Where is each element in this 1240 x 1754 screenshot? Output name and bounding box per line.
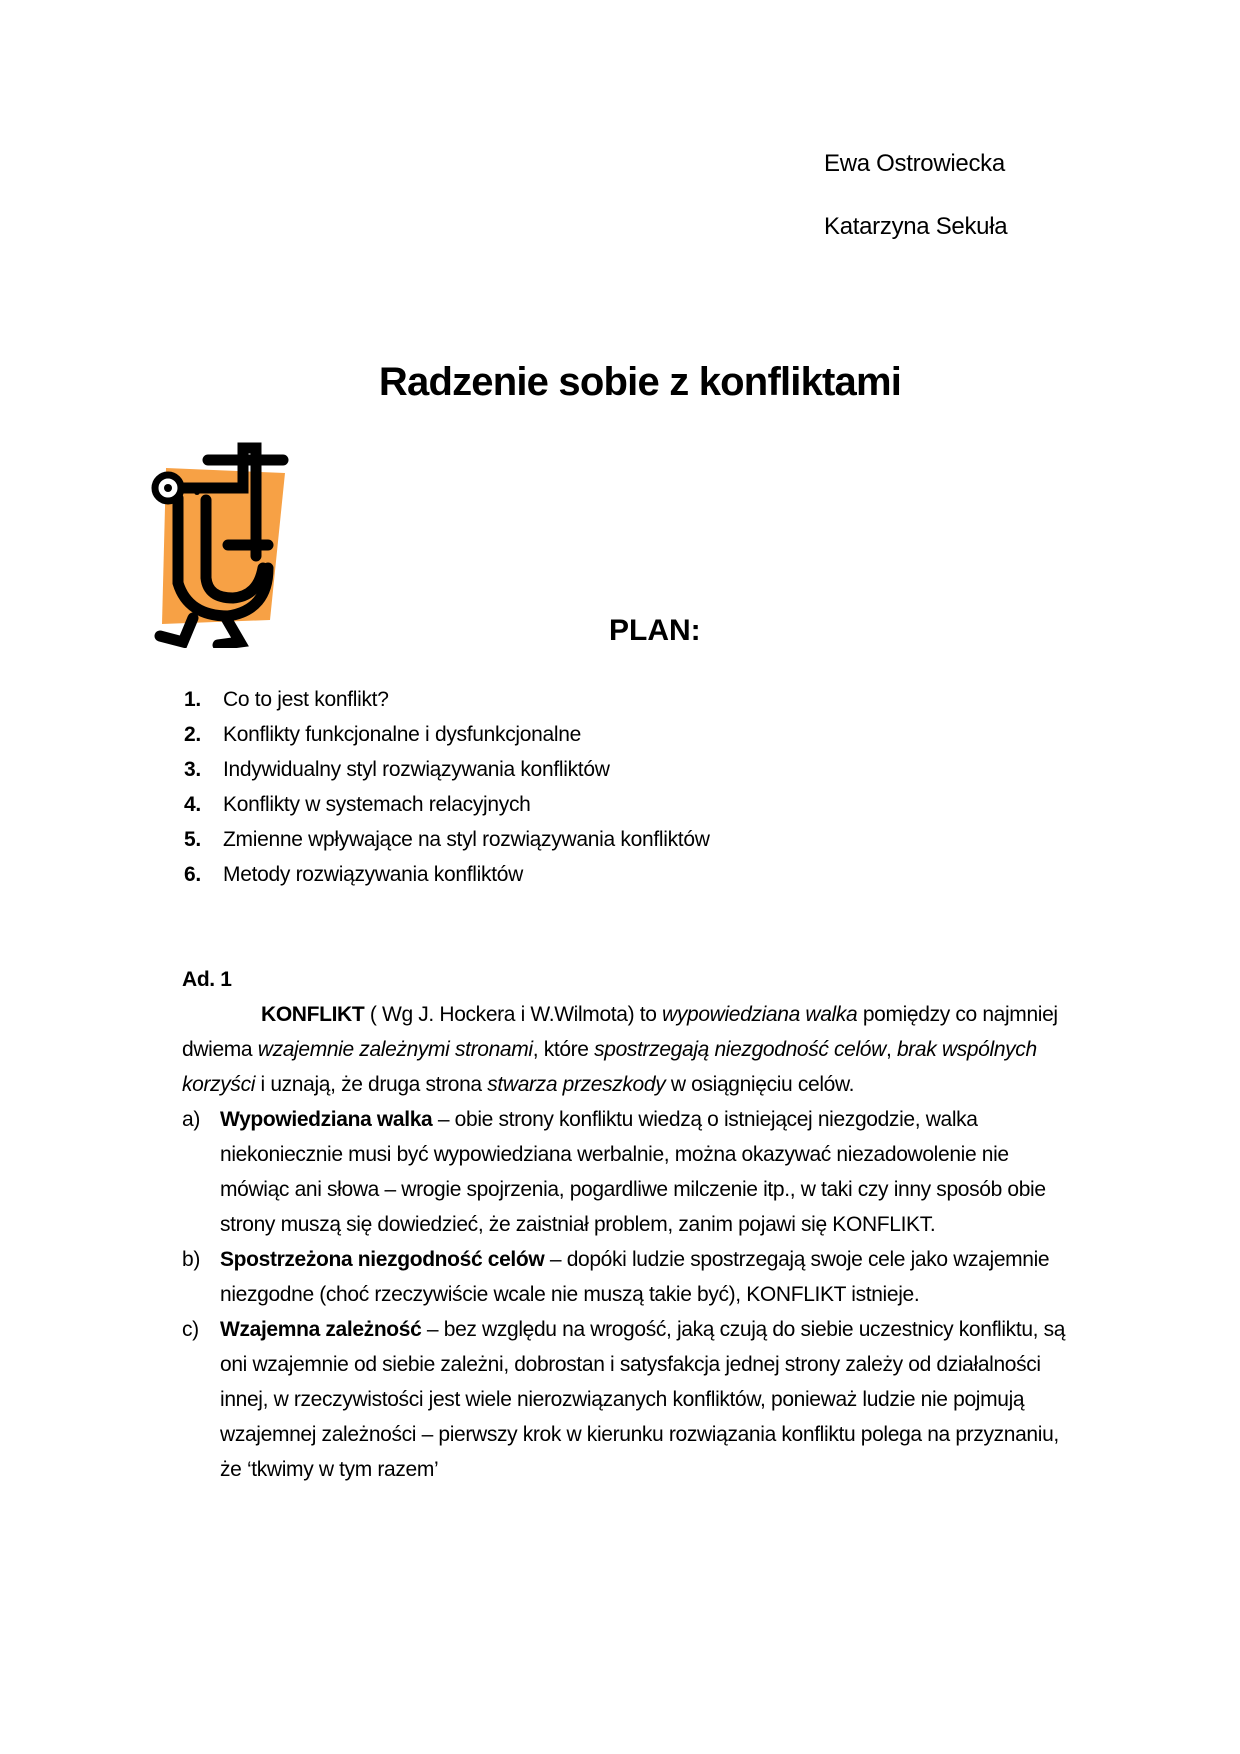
item-label: a) <box>182 1108 200 1131</box>
document-title: Radzenie sobie z konfliktami <box>378 360 902 404</box>
clamp-character-clipart-icon <box>148 438 290 648</box>
definition-paragraph <box>182 997 1082 1102</box>
plan-item-number: 6. <box>184 863 201 886</box>
plan-item-number: 3. <box>184 758 201 781</box>
plan-item-text: Indywidualny styl rozwiązywania konfliktów <box>223 758 610 781</box>
plan-item <box>184 787 710 822</box>
plan-item-text: Konflikty w systemach relacyjnych <box>223 793 531 816</box>
plan-item-text: Co to jest konflikt? <box>223 688 389 711</box>
term: KONFLIKT <box>261 1003 365 1026</box>
plan-item-number: 2. <box>184 723 201 746</box>
emphasis: wzajemnie zależnymi stronami <box>257 1038 533 1061</box>
item-term: Wzajemna zależność <box>220 1318 422 1341</box>
emphasis: brak wspólnych korzyści <box>182 1038 1037 1096</box>
item-label: c) <box>182 1318 199 1341</box>
emphasis: spostrzegają niezgodność celów <box>594 1038 886 1061</box>
plan-item-number: 5. <box>184 828 201 851</box>
item-label: b) <box>182 1248 200 1271</box>
text: ( Wg J. Hockera i W.Wilmota) to <box>364 1003 663 1026</box>
plan-item-text: Metody rozwiązywania konfliktów <box>223 863 523 886</box>
emphasis: wypowiedziana walka <box>662 1003 858 1026</box>
text: pomiędzy co najmniej dwiema <box>182 1003 1058 1061</box>
plan-list <box>184 682 710 892</box>
plan-item <box>184 682 710 717</box>
section-content <box>182 962 1082 1487</box>
text: w osiągnięciu celów. <box>665 1073 855 1096</box>
list-item <box>182 1312 1082 1487</box>
plan-heading: PLAN: <box>609 614 701 647</box>
plan-item <box>184 717 710 752</box>
text: , <box>885 1038 897 1061</box>
text: , które <box>532 1038 595 1061</box>
author-name: Katarzyna Sekuła <box>824 213 1008 240</box>
item-text: – bez względu na wrogość, jaką czują do siebie uczestnicy konfliktu, są oni wzajemnie od siebie zależni, dobrostan i satysfakcja jednej strony zależy od działalności innej, w rzeczywistości jest wiele nierozwiązanych konfliktów, ponieważ ludzie nie pojmują wzajemnej zależności – pierwszy krok w kierunku rozwiązania konfliktu polega na przyznaniu, że ‘tkwimy w tym razem’ <box>220 1318 1066 1481</box>
list-item <box>182 1102 1082 1242</box>
plan-item-number: 1. <box>184 688 201 711</box>
plan-item-text: Konflikty funkcjonalne i dysfunkcjonalne <box>223 723 582 746</box>
section-heading: Ad. 1 <box>182 968 232 991</box>
item-term: Spostrzeżona niezgodność celów <box>220 1248 545 1271</box>
item-text: – obie strony konfliktu wiedzą o istniejącej niezgodzie, walka niekoniecznie musi być wypowiedziana werbalnie, można okazywać niezadowolenie nie mówiąc ani słowa – wrogie spojrzenia, pogardliwe milczenie itp., w taki czy inny sposób obie strony muszą się dowiedzieć, że zaistniał problem, zanim pojawi się KONFLIKT. <box>220 1108 1046 1236</box>
plan-item <box>184 752 710 787</box>
plan-item-text: Zmienne wpływające na styl rozwiązywania konfliktów <box>223 828 710 851</box>
text: i uznają, że druga strona <box>255 1073 488 1096</box>
plan-item <box>184 822 710 857</box>
emphasis: stwarza przeszkody <box>487 1073 666 1096</box>
item-text: – dopóki ludzie spostrzegają swoje cele jako wzajemnie niezgodne (choć rzeczywiście wcale nie muszą takie być), KONFLIKT istnieje. <box>220 1248 1050 1306</box>
item-term: Wypowiedziana walka <box>220 1108 433 1131</box>
list-item <box>182 1242 1082 1312</box>
plan-item-number: 4. <box>184 793 201 816</box>
plan-item <box>184 857 710 892</box>
author-name: Ewa Ostrowiecka <box>824 150 1005 177</box>
